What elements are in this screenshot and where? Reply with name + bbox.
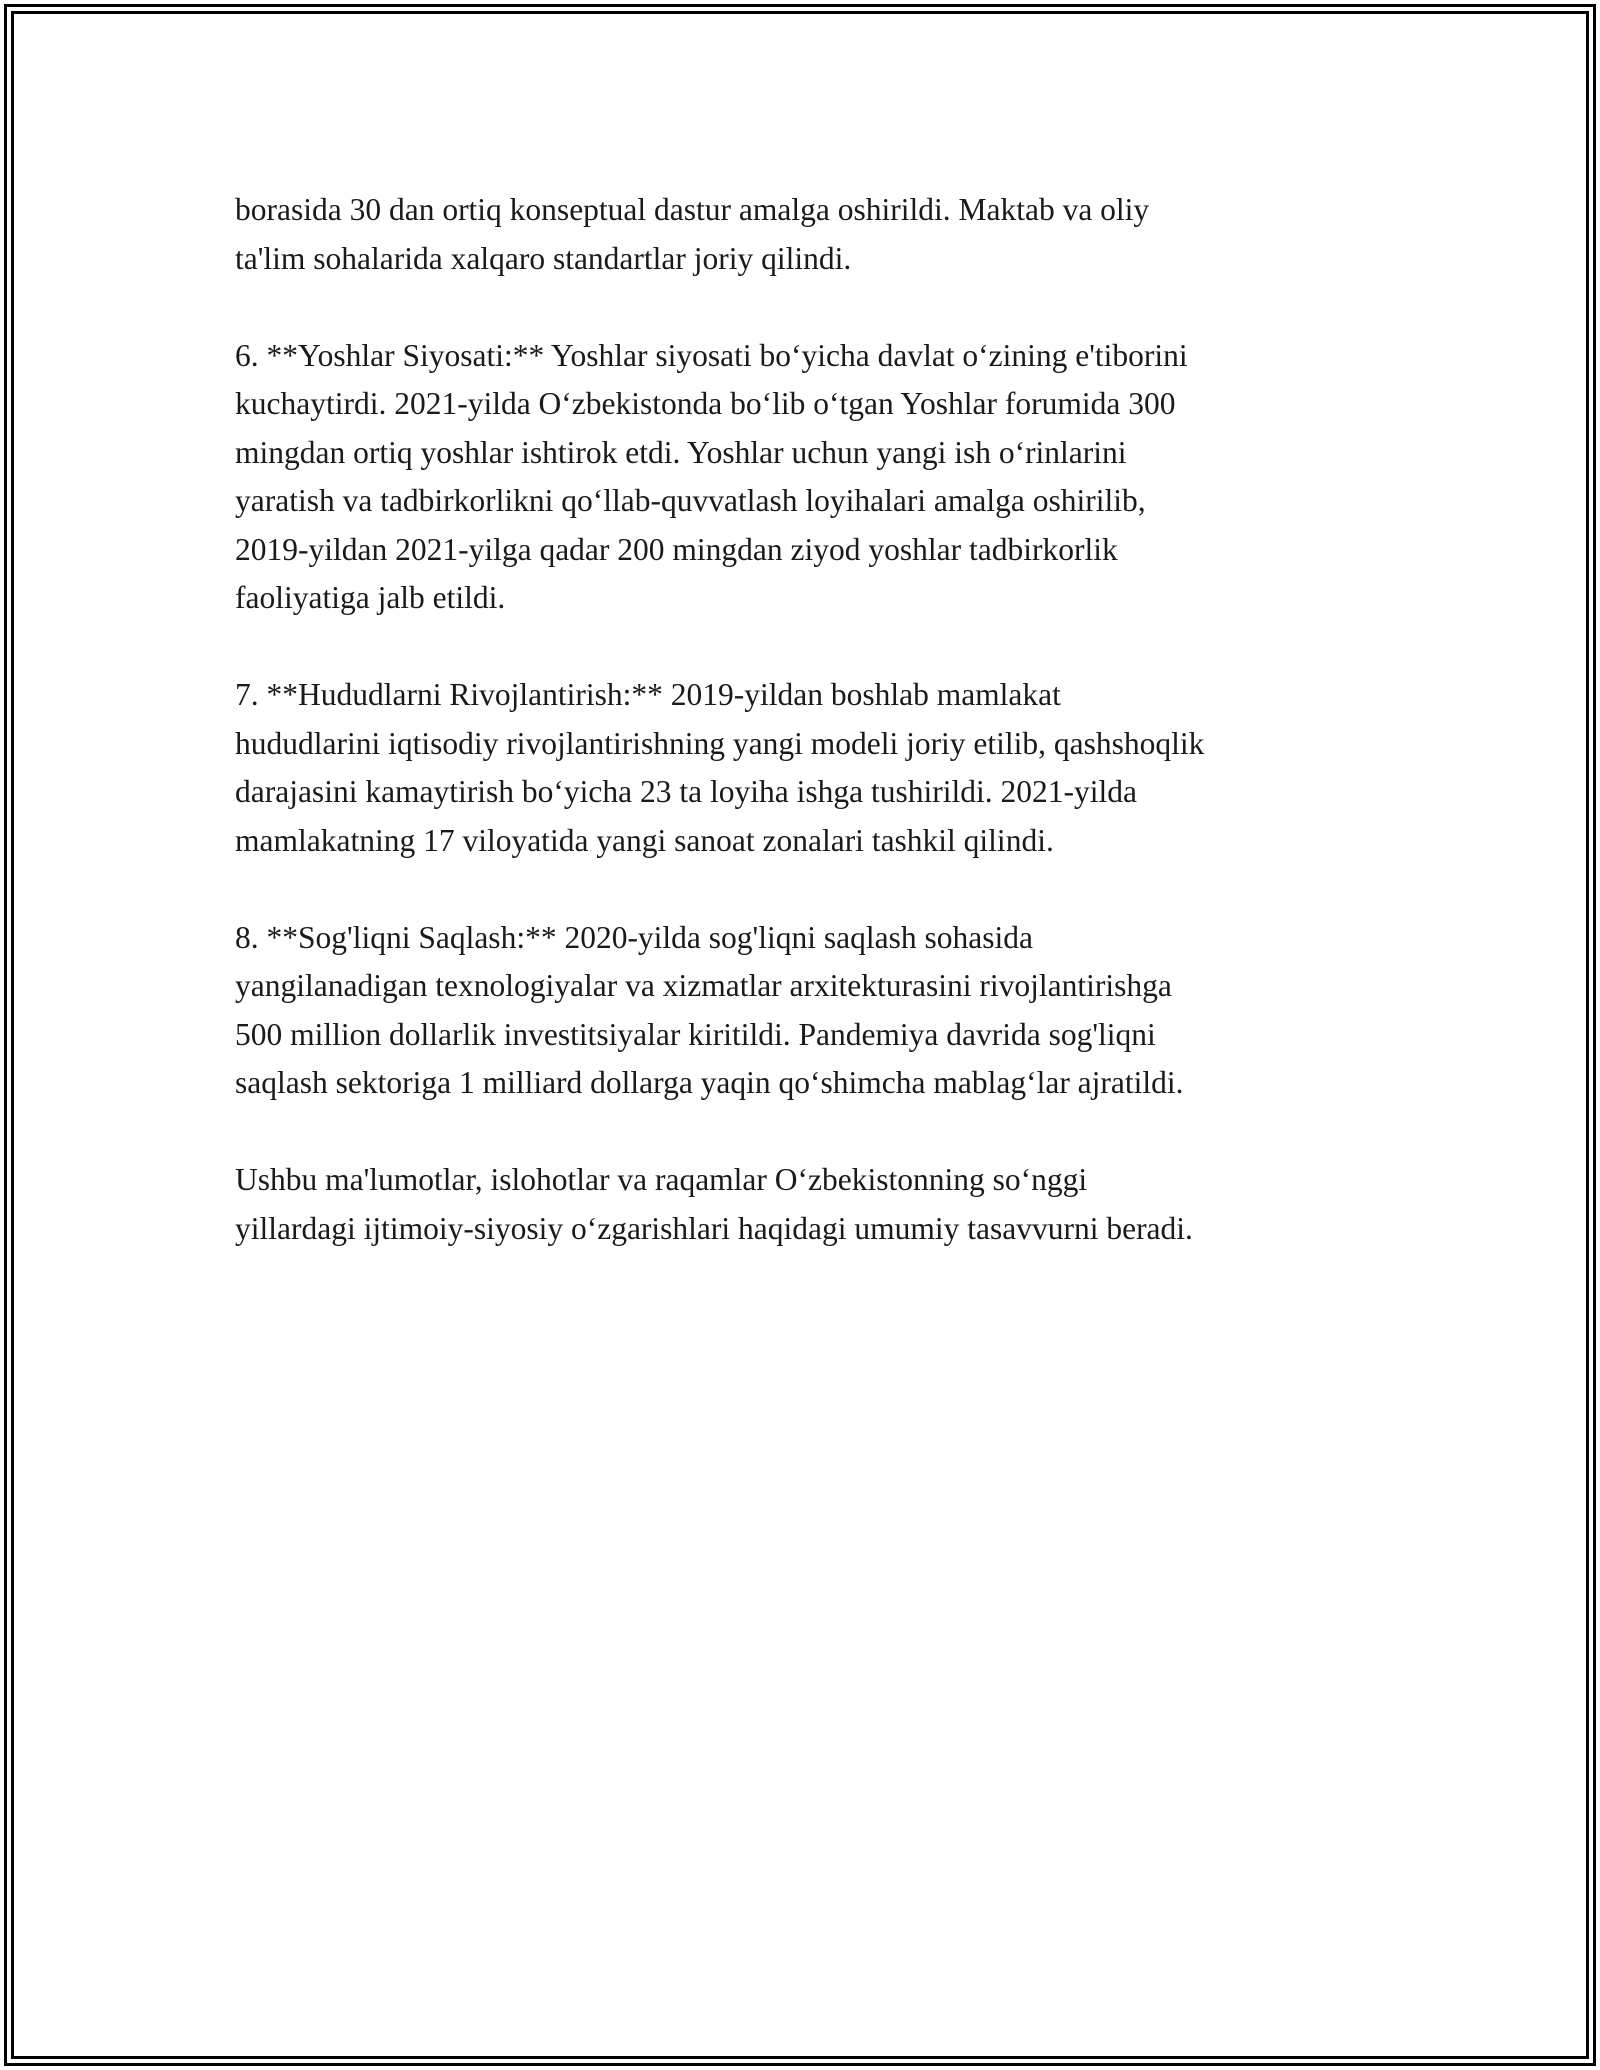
text-line: faoliyatiga jalb etildi.: [235, 580, 506, 615]
paragraph-youth-policy: [235, 332, 1395, 623]
text-line: ta'lim sohalarida xalqaro standartlar joriy qilindi.: [235, 240, 852, 276]
text-line: 8. **Sog'liqni Saqlash:** 2020-yilda sog'liqni saqlash sohasida: [235, 919, 1033, 955]
text-line: yillardagi ijtimoiy-siyosiy o‘zgarishlari haqidagi umumiy tasavvurni beradi.: [235, 1210, 1193, 1246]
text-line: darajasini kamaytirish bo‘yicha 23 ta loyiha ishga tushirildi. 2021-yilda: [235, 774, 1137, 809]
text-line: 6. **Yoshlar Siyosati:** Yoshlar siyosati bo‘yicha davlat o‘zining e'tiborini: [235, 337, 1188, 373]
text-line: kuchaytirdi. 2021-yilda O‘zbekistonda bo‘lib o‘tgan Yoshlar forumida 300: [235, 386, 1176, 421]
text-line: Ushbu ma'lumotlar, islohotlar va raqamlar O‘zbekistonning so‘nggi: [235, 1162, 1088, 1197]
text-line: mingdan ortiq yoshlar ishtirok etdi. Yoshlar uchun yangi ish o‘rinlarini: [235, 434, 1127, 470]
paragraph-education-continuation: [235, 186, 1395, 283]
text-line: saqlash sektoriga 1 milliard dollarga yaqin qo‘shimcha mablag‘lar ajratildi.: [235, 1065, 1184, 1100]
text-line: hududlarini iqtisodiy rivojlantirishning yangi modeli joriy etilib, qashshoqlik: [235, 725, 1205, 761]
text-line: yangilanadigan texnologiyalar va xizmatlar arxitekturasini rivojlantirishga: [235, 968, 1172, 1003]
document-body: [235, 186, 1395, 1302]
text-line: 2019-yildan 2021-yilga qadar 200 mingdan ziyod yoshlar tadbirkorlik: [235, 531, 1118, 567]
paragraph-regional-development: [235, 671, 1395, 865]
paragraph-conclusion: [235, 1156, 1395, 1253]
text-line: yaratish va tadbirkorlikni qo‘llab-quvvatlash loyihalari amalga oshirilib,: [235, 483, 1146, 518]
text-line: borasida 30 dan ortiq konseptual dastur amalga oshirildi. Maktab va oliy: [235, 192, 1150, 227]
text-line: 7. **Hududlarni Rivojlantirish:** 2019-yildan boshlab mamlakat: [235, 677, 1061, 712]
text-line: mamlakatning 17 viloyatida yangi sanoat zonalari tashkil qilindi.: [235, 822, 1054, 858]
text-line: 500 million dollarlik investitsiyalar kiritildi. Pandemiya davrida sog'liqni: [235, 1016, 1156, 1052]
paragraph-healthcare: [235, 914, 1395, 1108]
